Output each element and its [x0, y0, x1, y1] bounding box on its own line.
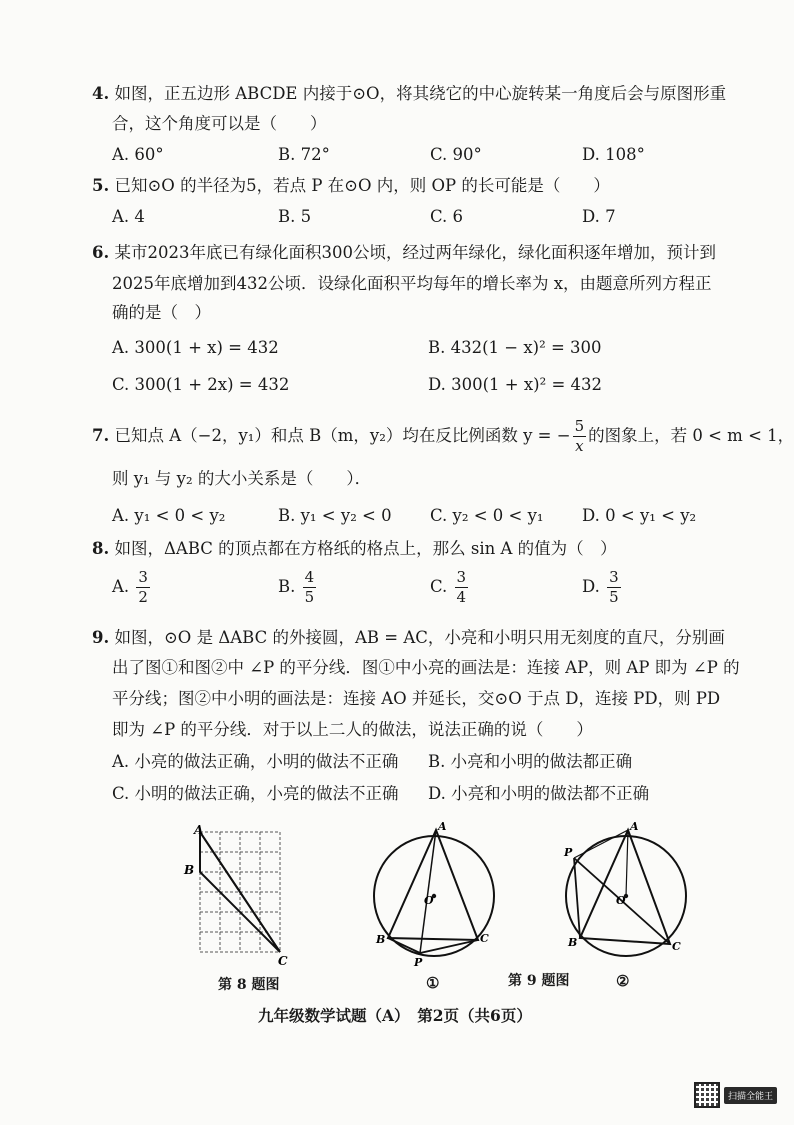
- q8-option-b[interactable]: [278, 570, 318, 605]
- q4-option-c[interactable]: C. 90°: [430, 145, 482, 164]
- fig9-caption: 第 9 题图: [508, 973, 570, 989]
- q4-number: 4.: [92, 84, 110, 103]
- fig9-2-circle-figure: [560, 820, 700, 970]
- fig9-1-circle-figure: [368, 820, 508, 970]
- q7-frac-den: x: [575, 437, 584, 455]
- q4-line1: [92, 82, 726, 106]
- fig9-2-label-c: C: [672, 940, 681, 953]
- q9-number: 9.: [92, 628, 110, 647]
- scanner-brand: 扫描全能王: [724, 1087, 777, 1104]
- q9-line1: [92, 626, 725, 650]
- qr-code-icon: [694, 1082, 720, 1108]
- q5-option-d[interactable]: D. 7: [582, 207, 616, 226]
- q9-stem-2: 出了图①和图②中 ∠P 的平分线．图①中小亮的画法是：连接 AP，则 AP 即为 ∠P 的: [112, 658, 740, 677]
- q7-stem-2: 则 y₁ 与 y₂ 的大小关系是（ ）．: [112, 469, 372, 488]
- fig8-label-b: B: [184, 863, 195, 877]
- q6-option-c[interactable]: C. 300(1 + 2x) = 432: [112, 375, 290, 394]
- fig9-2-label-o: O: [616, 894, 626, 907]
- fig8-caption: 第 8 题图: [218, 977, 280, 993]
- q5-number: 5.: [92, 176, 110, 195]
- q9-option-b[interactable]: B. 小亮和小明的做法都正确: [428, 752, 633, 771]
- fig8-label-a: A: [194, 823, 204, 837]
- q7-number: 7.: [92, 426, 110, 445]
- q7-stem-1b: 的图象上，若 0 < m < 1，: [588, 426, 794, 445]
- q5-line1: [92, 174, 610, 198]
- q5-option-b[interactable]: B. 5: [278, 207, 312, 226]
- q4-stem-1: 如图，正五边形 ABCDE 内接于⊙O，将其绕它的中心旋转某一角度后会与原图形重: [114, 84, 727, 103]
- q5-option-a[interactable]: A. 4: [112, 207, 145, 226]
- q7-option-d[interactable]: D. 0 < y₁ < y₂: [582, 506, 697, 525]
- q7-option-c[interactable]: C. y₂ < 0 < y₁: [430, 506, 544, 525]
- q7-line1: [92, 416, 794, 456]
- fig9-2-mark: ②: [616, 972, 630, 990]
- q5-option-c[interactable]: C. 6: [430, 207, 464, 226]
- q8-option-c-letter: C.: [430, 577, 448, 596]
- fig9-2-label-p: P: [564, 846, 573, 859]
- q8-option-d-fraction: [607, 570, 621, 605]
- q5-stem: 已知⊙O 的半径为5，若点 P 在⊙O 内，则 OP 的长可能是（ ）: [114, 176, 610, 195]
- q8-option-d[interactable]: [582, 570, 623, 605]
- q8-option-c-fraction: [455, 570, 469, 605]
- q4-option-b[interactable]: B. 72°: [278, 145, 330, 164]
- q8-option-a[interactable]: [112, 570, 152, 605]
- fig9-2-triangle: [580, 830, 670, 944]
- q8-line1: [92, 537, 617, 561]
- q6-option-d[interactable]: D. 300(1 + x)² = 432: [428, 375, 603, 394]
- q4-stem-2: 合，这个角度可以是（ ）: [112, 114, 327, 133]
- q9-option-c[interactable]: C. 小明的做法正确，小亮的做法不正确: [112, 784, 399, 803]
- fig8-label-c: C: [278, 954, 288, 967]
- q8-option-a-letter: A.: [112, 577, 130, 596]
- q6-line1: [92, 241, 716, 265]
- q9-stem-3: 平分线；图②中小明的画法是：连接 AO 并延长，交⊙O 于点 D，连接 PD，则 PD: [112, 689, 721, 708]
- q8-d-num: 3: [609, 568, 619, 586]
- q6-stem-3: 确的是（ ）: [112, 303, 211, 322]
- fig9-1-label-p: P: [414, 956, 423, 969]
- q8-a-den: 2: [138, 588, 148, 606]
- q6-option-a[interactable]: A. 300(1 + x) = 432: [112, 338, 279, 357]
- q8-option-b-fraction: [303, 570, 317, 605]
- q9-option-a[interactable]: A. 小亮的做法正确，小明的做法不正确: [112, 752, 399, 771]
- q7-option-a[interactable]: A. y₁ < 0 < y₂: [112, 506, 226, 525]
- q4-option-a[interactable]: A. 60°: [112, 145, 164, 164]
- q7-fraction: [573, 419, 587, 454]
- fig9-1-label-c: C: [480, 932, 489, 945]
- q8-a-num: 3: [138, 568, 148, 586]
- q9-option-d[interactable]: D. 小亮和小明的做法都不正确: [428, 784, 650, 803]
- q8-stem: 如图，ΔABC 的顶点都在方格纸的格点上，那么 sin A 的值为（ ）: [114, 539, 617, 558]
- q6-stem-1: 某市2023年底已有绿化面积300公顷，经过两年绿化，绿化面积逐年增加，预计到: [114, 243, 716, 262]
- q8-d-den: 5: [609, 588, 619, 606]
- q7-stem-1a: 已知点 A（−2，y₁）和点 B（m，y₂）均在反比例函数 y = −: [114, 426, 571, 445]
- q7-option-b[interactable]: B. y₁ < y₂ < 0: [278, 506, 392, 525]
- q6-number: 6.: [92, 243, 110, 262]
- q9-stem-4: 即为 ∠P 的平分线．对于以上二人的做法，说法正确的说（ ）: [112, 720, 593, 739]
- q8-c-den: 4: [456, 588, 467, 606]
- q8-option-b-letter: B.: [278, 577, 296, 596]
- fig9-2-label-b: B: [568, 936, 578, 949]
- q7-frac-num: 5: [574, 417, 585, 435]
- q8-c-num: 3: [456, 568, 467, 586]
- q4-option-d[interactable]: D. 108°: [582, 145, 645, 164]
- q9-stem-1: 如图，⊙O 是 ΔABC 的外接圆，AB = AC，小亮和小明只用无刻度的直尺，分别画: [114, 628, 725, 647]
- fig9-1-mark: ①: [426, 974, 440, 992]
- fig8-grid-triangle: [180, 822, 300, 967]
- q8-b-den: 5: [304, 588, 315, 606]
- fig9-1-label-o: O: [424, 894, 434, 907]
- fig9-1-label-b: B: [376, 933, 386, 946]
- page-footer: 九年级数学试题（A） 第2页（共6页）: [258, 1006, 532, 1025]
- q8-option-a-fraction: [136, 570, 150, 605]
- q8-option-c[interactable]: [430, 570, 470, 605]
- q8-option-d-letter: D.: [582, 577, 600, 596]
- q8-number: 8.: [92, 539, 110, 558]
- fig9-2-label-a: A: [630, 820, 639, 833]
- fig9-1-label-a: A: [438, 820, 447, 833]
- scanner-watermark: [694, 1082, 777, 1108]
- q6-option-b[interactable]: B. 432(1 − x)² = 300: [428, 338, 602, 357]
- q8-b-num: 4: [304, 568, 315, 586]
- q6-stem-2: 2025年底增加到432公顷．设绿化面积平均每年的增长率为 x，由题意所列方程正: [112, 274, 712, 293]
